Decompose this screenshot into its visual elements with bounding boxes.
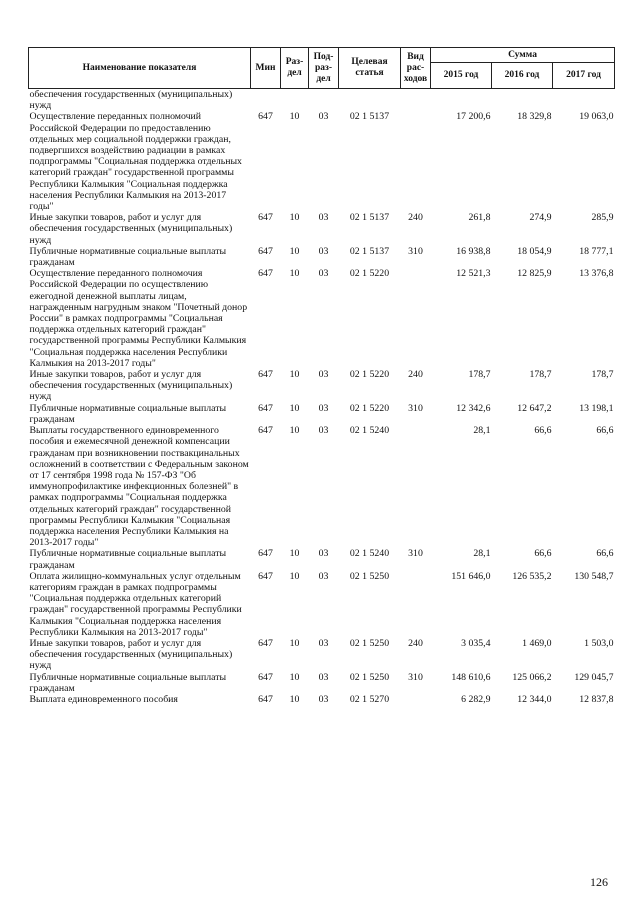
cell-podrazdel: 03 [318,268,329,280]
cell-podrazdel: 03 [318,402,329,414]
cell-y2017: 129 045,7 [574,671,614,683]
cell-target: 02 1 5137 [349,212,390,224]
cell-y2015 [431,89,492,112]
cell-razdel: 10 [289,111,300,123]
cell-name: Публичные нормативные социальные выплаты гражданам [29,402,227,425]
table-body [29,89,615,706]
cell-target: 02 1 5220 [349,268,390,280]
cell-y2015: 12 521,3 [456,268,491,280]
cell-min: 647 [258,570,273,582]
header-target: Целевая статья [339,48,401,89]
header-2016: 2016 год [492,63,553,89]
cell-podrazdel [309,89,339,112]
cell-name: Публичные нормативные социальные выплаты гражданам [29,245,227,269]
cell-razdel: 10 [289,671,300,683]
cell-target: 02 1 5137 [349,111,390,123]
cell-name: Публичные нормативные социальные выплаты гражданам [29,548,227,571]
cell-vid: 240 [408,369,423,381]
cell-name: Оплата жилищно-коммунальных услуг отдельным категориям граждан в рамках подпрограммы "Социальная поддержка отдельных категорий граждан" государственной программы Республики Калмыкия "Социальная поддержка населения Республики Калмыкия на 2013-2017 годы" [29,570,242,638]
cell-name: Выплаты государственного единовременного пособия и ежемесячной денежной компенсации гражданам при возникновении поствакцинальных осложнений в соответствии с Федеральным законом от 17 сентября 1998 года № 157-ФЗ "Об иммунопрофилактике инфекционных болезней" в рамках подпрограммы "Социальная поддержка отдельных категорий граждан" государственной программы Республики Калмыкия "Социальная поддержка населения Республики Калмыкия на 2013-2017 годы" [29,425,249,549]
cell-y2017: 13 198,1 [579,402,614,414]
cell-y2016: 274,9 [529,212,552,224]
cell-min: 647 [258,268,273,280]
cell-y2017: 19 063,0 [579,111,614,123]
table-row [29,425,615,548]
cell-y2017: 1 503,0 [584,637,614,649]
header-vid: Вид рас- ходов [401,48,431,89]
cell-podrazdel: 03 [318,671,329,683]
cell-y2016: 66,6 [534,548,552,560]
table-row [29,672,615,694]
cell-vid: 240 [408,212,423,224]
cell-y2016: 18 054,9 [517,245,552,257]
cell-min: 647 [258,369,273,381]
table-row [29,89,615,112]
cell-target: 02 1 5270 [349,693,390,705]
header-min: Мин [251,48,281,89]
cell-y2017: 130 548,7 [574,570,614,582]
cell-y2016: 12 344,0 [517,693,552,705]
cell-y2016: 178,7 [529,369,552,381]
cell-razdel: 10 [289,637,300,649]
cell-min: 647 [258,693,273,705]
table-row [29,638,615,672]
cell-vid: 310 [408,548,423,560]
cell-min: 647 [258,245,273,257]
header-2015: 2015 год [431,63,492,89]
header-2017: 2017 год [553,63,615,89]
cell-podrazdel: 03 [318,212,329,224]
cell-razdel [281,89,309,112]
cell-podrazdel: 03 [318,369,329,381]
header-name: Наименование показателя [29,48,251,89]
cell-min: 647 [258,548,273,560]
cell-y2015: 12 342,6 [456,402,491,414]
cell-razdel: 10 [289,268,300,280]
cell-y2017: 66,6 [596,548,614,560]
cell-min: 647 [258,402,273,414]
cell-vid: 310 [408,671,423,683]
table-row [29,268,615,369]
cell-podrazdel: 03 [318,693,329,705]
table-row [29,403,615,425]
header-sum: Сумма [431,48,615,63]
cell-podrazdel: 03 [318,245,329,257]
cell-y2016: 1 469,0 [522,637,552,649]
cell-y2016 [492,89,553,112]
cell-target: 02 1 5250 [349,637,390,649]
cell-razdel: 10 [289,548,300,560]
cell-vid: 240 [408,637,423,649]
cell-vid [401,89,431,112]
cell-y2017: 66,6 [596,425,614,437]
table-row [29,111,615,212]
cell-target: 02 1 5250 [349,570,390,582]
table-header [29,48,615,89]
cell-min: 647 [258,111,273,123]
cell-name: Иные закупки товаров, работ и услуг для обеспечения государственных (муниципальных) нужд [29,212,233,246]
cell-vid [401,268,431,369]
cell-razdel: 10 [289,693,300,705]
cell-target: 02 1 5137 [349,245,390,257]
cell-podrazdel: 03 [318,637,329,649]
table-row [29,694,615,705]
cell-vid [401,694,431,705]
page-number: 126 [590,875,608,889]
cell-name: Иные закупки товаров, работ и услуг для обеспечения государственных (муниципальных) нужд [29,637,233,672]
cell-razdel: 10 [289,369,300,381]
cell-min: 647 [258,671,273,683]
cell-name: обеспечения государственных (муниципальных) нужд [29,89,233,112]
cell-y2016: 66,6 [534,425,552,437]
budget-table [28,47,615,705]
cell-target: 02 1 5240 [349,425,390,437]
cell-min [251,89,281,112]
cell-y2017: 13 376,8 [579,268,614,280]
cell-razdel: 10 [289,245,300,257]
cell-name: Публичные нормативные социальные выплаты гражданам [29,671,227,694]
cell-podrazdel: 03 [318,425,329,437]
cell-y2015: 28,1 [473,548,491,560]
cell-vid [401,111,431,212]
cell-vid: 310 [408,402,423,414]
cell-razdel: 10 [289,402,300,414]
table-row [29,571,615,638]
cell-name: Осуществление переданных полномочий Российской Федерации по предоставлению отдельных мер социальной поддержки граждан, подвергшихся воздействию радиации в рамках подпрограммы "Социальная поддержка отдельных категорий граждан" государственной программы Республики Калмыкия "Социальная поддержка населения Республики Калмыкия на 2013-2017 годы" [29,111,242,213]
cell-razdel: 10 [289,212,300,224]
cell-y2015: 178,7 [468,369,491,381]
cell-podrazdel: 03 [318,570,329,582]
cell-target: 02 1 5250 [349,671,390,683]
cell-razdel: 10 [289,570,300,582]
cell-y2015: 148 610,6 [451,671,491,683]
cell-target: 02 1 5220 [349,369,390,381]
cell-y2016: 12 647,2 [517,402,552,414]
cell-y2015: 3 035,4 [461,637,491,649]
cell-y2017: 285,9 [591,212,614,224]
cell-y2017: 12 837,8 [579,693,614,705]
cell-y2017: 178,7 [591,369,614,381]
header-razdel: Раз- дел [281,48,309,89]
cell-min: 647 [258,212,273,224]
cell-razdel: 10 [289,425,300,437]
table-row [29,548,615,570]
cell-y2016: 126 535,2 [512,570,552,582]
cell-y2016: 125 066,2 [512,671,552,683]
cell-y2015: 151 646,0 [451,570,491,582]
cell-vid [401,425,431,548]
cell-name: Осуществление переданного полномочия Российской Федерации по осуществлению ежегодной денежной выплаты лицам, награжденным нагрудным знаком "Почетный донор России" в рамках подпрограммы "Социальная поддержка отдельных категорий граждан" государственной программы Республики Калмыкия "Социальная поддержка населения Республики Калмыкия на 2013-2017 годы" [29,268,248,369]
cell-y2015: 6 282,9 [461,693,491,705]
cell-y2017: 18 777,1 [579,245,614,257]
cell-podrazdel: 03 [318,111,329,123]
cell-target: 02 1 5220 [349,402,390,414]
cell-y2015: 28,1 [473,425,491,437]
cell-y2017 [553,89,615,112]
cell-y2016: 18 329,8 [517,111,552,123]
cell-y2015: 16 938,8 [456,245,491,257]
cell-y2015: 261,8 [468,212,491,224]
cell-vid: 310 [408,245,423,257]
table-row [29,246,615,268]
cell-name: Выплата единовременного пособия [29,693,178,705]
cell-y2016: 12 825,9 [517,268,552,280]
table-row [29,212,615,246]
cell-target: 02 1 5240 [349,548,390,560]
header-podrazdel: Под- раз- дел [309,48,339,89]
cell-vid [401,571,431,638]
cell-min: 647 [258,425,273,437]
cell-min: 647 [258,637,273,649]
cell-name: Иные закупки товаров, работ и услуг для обеспечения государственных (муниципальных) нужд [29,369,233,403]
cell-podrazdel: 03 [318,548,329,560]
cell-y2015: 17 200,6 [456,111,491,123]
cell-target [339,89,401,112]
table-row [29,369,615,403]
